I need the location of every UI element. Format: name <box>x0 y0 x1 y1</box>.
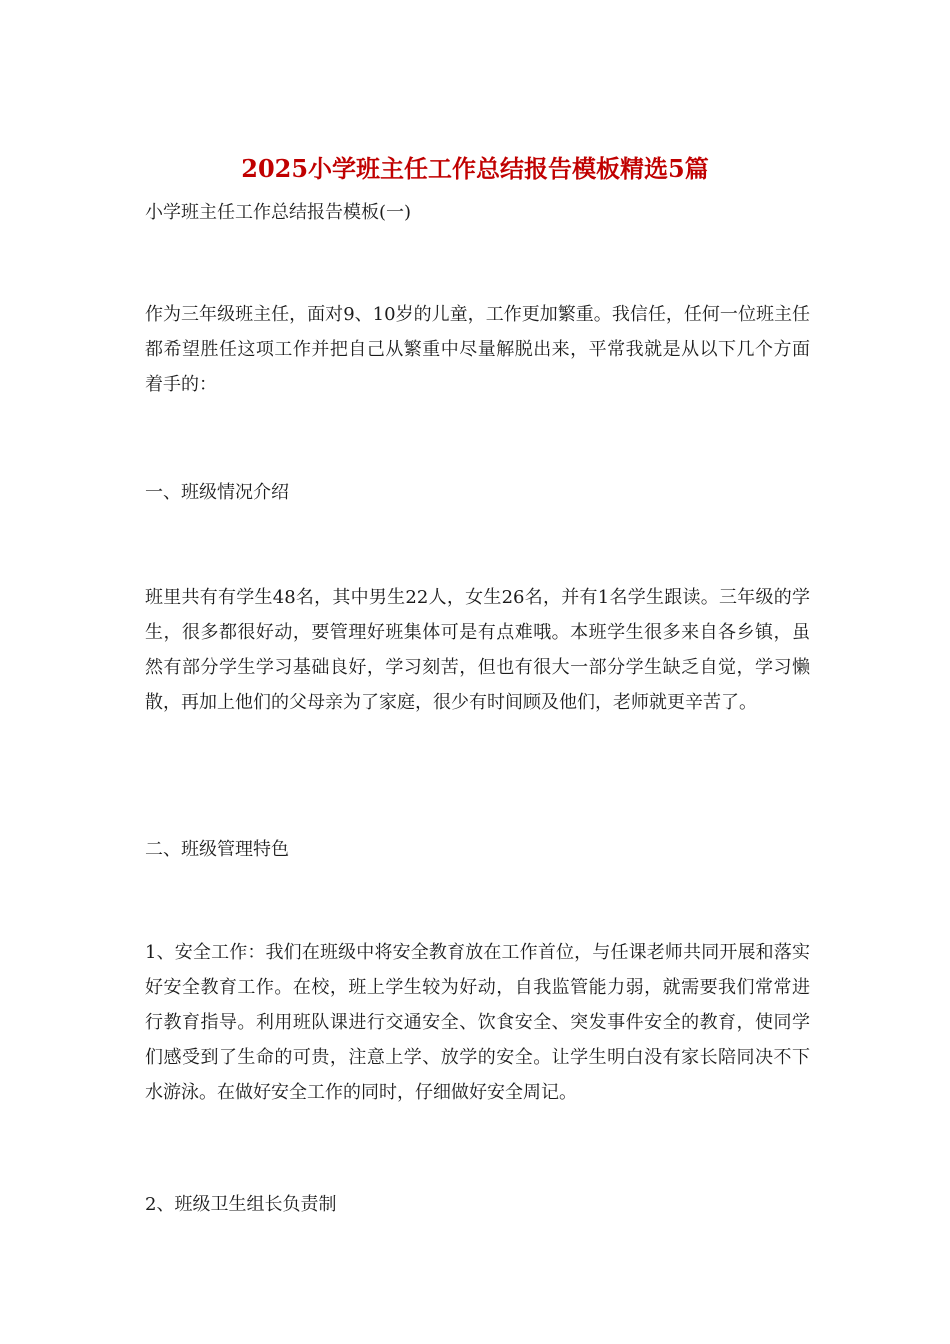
section2-item2-heading: 2、班级卫生组长负责制 <box>145 1194 337 1215</box>
intro-paragraph: 作为三年级班主任，面对9、10岁的儿童，工作更加繁重。我信任，任何一位班主任都希望胜任这项工作并把自己从繁重中尽量解脱出来，平常我就是从以下几个方面着手的： <box>145 304 810 395</box>
document-subtitle: 小学班主任工作总结报告模板(一) <box>145 202 412 223</box>
section1-heading: 一、班级情况介绍 <box>145 482 289 503</box>
section2-item1-paragraph: 1、安全工作：我们在班级中将安全教育放在工作首位，与任课老师共同开展和落实好安全教育工作。在校，班上学生较为好动，自我监管能力弱，就需要我们常常进行教育指导。利用班队课进行交通安全、饮食安全、突发事件安全的教育，使同学们感受到了生命的可贵，注意上学、放学的安全。让学生明白没有家长陪同决不下水游泳。在做好安全工作的同时，仔细做好安全周记。 <box>145 942 810 1103</box>
document-title: 2025小学班主任工作总结报告模板精选5篇 <box>241 154 709 183</box>
section2-heading: 二、班级管理特色 <box>145 839 289 860</box>
section1-paragraph: 班里共有有学生48名，其中男生22人，女生26名，并有1名学生跟读。三年级的学生，很多都很好动，要管理好班集体可是有点难哦。本班学生很多来自各乡镇，虽然有部分学生学习基础良好，学习刻苦，但也有很大一部分学生缺乏自觉，学习懒散，再加上他们的父母亲为了家庭，很少有时间顾及他们，老师就更辛苦了。 <box>145 587 810 713</box>
